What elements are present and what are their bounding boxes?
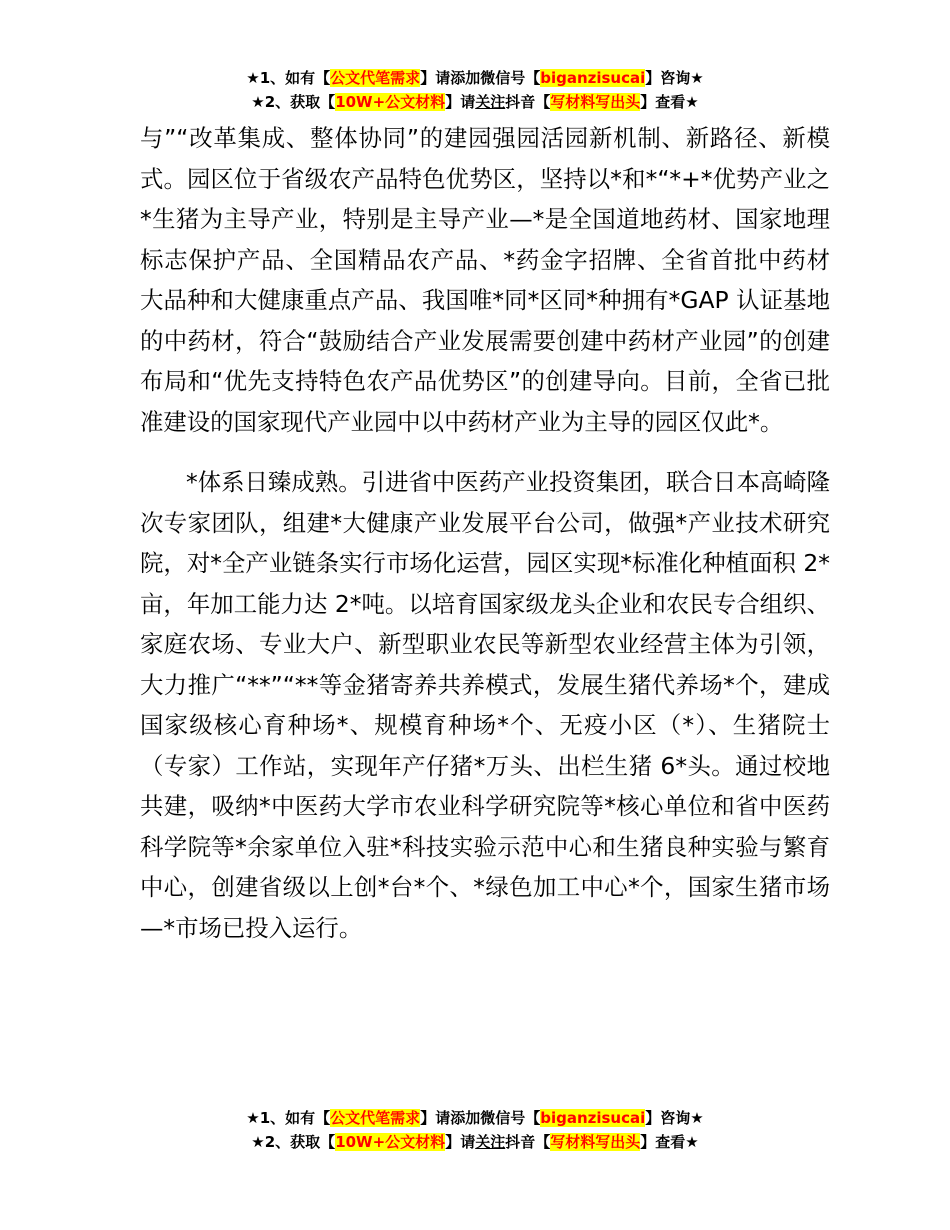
document-body [140,118,830,948]
header-banner [0,66,950,114]
banner-line-materials: ★2、获取【10W+公文材料】请关注抖音【写材料写出头】查看★ [251,93,699,111]
highlight-wechat-id: biganzisucai [540,69,646,87]
footer-banner [0,1106,950,1154]
paragraph-system-maturity: *体系日臻成熟。引进省中医药产业投资集团，联合日本高崎隆次专家团队，组建*大健康产业发展平台公司，做强*产业技术研究院，对*全产业链条实行市场化运营，园区实现*标准化种植面积 2*亩，年加工能力达 2*吨。以培育国家级龙头企业和农民专合组织、家庭农场、专业大户、新型职业农民等新型农业经营主体为引领，大力推广“**”“**等金猪寄养共养模式，发展生猪代养场*个，建成国家级核心育种场*、规模育种场*个、无疫小区（*）、生猪院士（专家）工作站，实现年产仔猪*万头、出栏生猪 6*头。通过校地共建，吸纳*中医药大学市农业科学研究院等*核心单位和省中医药科学院等*余家单位入驻*科技实验示范中心和生猪良种实验与繁育中心，创建省级以上创*台*个、*绿色加工中心*个，国家生猪市场—*市场已投入运行。 [140,468,830,942]
highlight-douyin-account: 写材料写出头 [550,1133,641,1151]
highlight-materials: 10W+公文材料 [335,93,446,111]
paragraph-industrial-park: 与”“改革集成、整体协同”的建园强园活园新机制、新路径、新模式。园区位于省级农产品特色优势区，坚持以*和*“*+*优势产业之*生猪为主导产业，特别是主导产业—*是全国道地药材、国家地理标志保护产品、全国精品农产品、*药金字招牌、全省首批中药材大品种和大健康重点产品、我国唯*同*区同*种拥有*GAP 认证基地的中药材，符合“鼓励结合产业发展需要创建中药材产业园”的创建布局和“优先支持特色农产品优势区”的创建导向。目前，全省已批准建设的国家现代产业园中以中药材产业为主导的园区仅此*。 [140,124,830,436]
banner-line-materials: ★2、获取【10W+公文材料】请关注抖音【写材料写出头】查看★ [251,1133,699,1151]
banner-line-consult: ★1、如有【公文代笔需求】请添加微信号【biganzisucai】咨询★ [246,1109,704,1127]
highlight-materials: 10W+公文材料 [335,1133,446,1151]
highlight-douyin-account: 写材料写出头 [550,93,641,111]
highlight-wechat-id: biganzisucai [540,1109,646,1127]
highlight-ghostwriting: 公文代笔需求 [330,69,421,87]
banner-line-consult: ★1、如有【公文代笔需求】请添加微信号【biganzisucai】咨询★ [246,69,704,87]
underlined-follow: 关注 [475,93,506,111]
underlined-follow: 关注 [475,1133,506,1151]
highlight-ghostwriting: 公文代笔需求 [330,1109,421,1127]
